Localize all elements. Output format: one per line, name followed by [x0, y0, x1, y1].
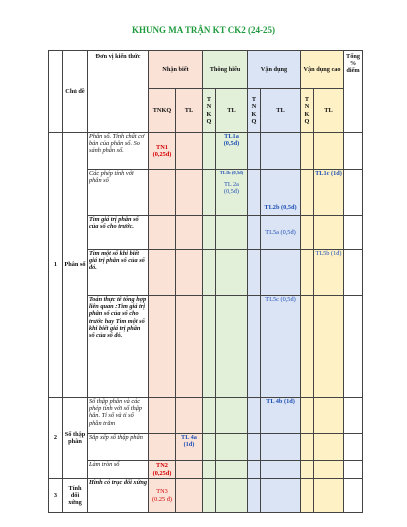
cell-empty [314, 216, 344, 250]
cell-empty [248, 216, 261, 250]
cell-empty [314, 479, 344, 513]
topic-3-number: 3 [49, 479, 63, 513]
cell-empty [216, 216, 248, 250]
cell-tn1: TN1 (0,25đ) [149, 133, 176, 170]
header-stt [49, 51, 63, 133]
cell-empty [248, 479, 261, 513]
cell-empty [176, 216, 203, 250]
cell-tl1c: TL1c (1đ) [314, 170, 344, 216]
cell-tl5a: TL5a (0,5đ) [261, 216, 301, 250]
unit-8: Làm tròn số [88, 461, 149, 479]
cell-empty [216, 296, 248, 398]
cell-empty [301, 216, 314, 250]
cell-empty [203, 434, 216, 461]
cell-empty [301, 296, 314, 398]
unit-1: Phân số. Tính chất cơ bản của phân số. So sánh phân số. [88, 133, 149, 170]
cell-empty [216, 398, 248, 434]
cell-empty [248, 434, 261, 461]
header-tong: Tổng % điểm [344, 51, 363, 133]
cell-empty [261, 434, 301, 461]
cell-empty [261, 461, 301, 479]
cell-empty [149, 170, 176, 216]
topic-1-number: 1 [49, 133, 63, 398]
topic-1-name: Phân số [63, 133, 88, 398]
cell-empty [301, 133, 314, 170]
cell-empty [344, 296, 363, 398]
cell-empty [344, 250, 363, 296]
header-vdc-tl: TL [314, 89, 344, 133]
cell-tl2a: TL 2a (0,5đ) [224, 181, 239, 196]
header-th-tl: TL [216, 89, 248, 133]
cell-empty [203, 216, 216, 250]
unit-9: Hình có trục đối xứng [88, 479, 149, 513]
cell-empty [149, 250, 176, 296]
cell-empty [203, 133, 216, 170]
cell-tl4a: TL 4a (1đ) [176, 434, 203, 461]
header-vd-tl: TL [261, 89, 301, 133]
cell-empty [344, 133, 363, 170]
cell-empty [344, 479, 363, 513]
cell-empty [149, 434, 176, 461]
cell-empty [176, 296, 203, 398]
cell-empty [301, 434, 314, 461]
unit-5: Toán thực tê tổng hợp liên quan :Tìm giá trị phân số của số cho trước hay Tìm một số khi biết giá trị phân số của số đó. [88, 296, 149, 398]
unit-6: Số thập phân và các phép tính với số thập hân. Tỉ số và tỉ số phần trăm [88, 398, 149, 434]
header-chu-de: Chủ đề [63, 51, 88, 133]
cell-empty [203, 398, 216, 434]
cell-empty [314, 398, 344, 434]
cell-empty [248, 250, 261, 296]
header-don-vi: Đơn vị kiến thức [88, 51, 149, 133]
cell-empty [176, 133, 203, 170]
cell-empty [301, 461, 314, 479]
cell-empty [248, 170, 261, 216]
cell-empty [203, 296, 216, 398]
cell-empty [261, 133, 301, 170]
cell-empty [203, 170, 216, 216]
cell-empty [314, 461, 344, 479]
cell-empty [261, 250, 301, 296]
cell-tl5c: TL5c (0,5đ) [261, 296, 301, 398]
cell-empty [203, 479, 216, 513]
header-vdc-tnkq [301, 89, 314, 133]
cell-empty [176, 461, 203, 479]
cell-empty [314, 434, 344, 461]
header-nb-tl: TL [176, 89, 203, 133]
cell-empty [176, 170, 203, 216]
cell-empty [216, 250, 248, 296]
header-th-tnkq-text: T N K Q [206, 96, 212, 125]
cell-empty [344, 216, 363, 250]
cell-empty [203, 250, 216, 296]
cell-empty [344, 434, 363, 461]
matrix-table [48, 50, 363, 513]
header-nhan-biet: Nhận biết [149, 51, 203, 89]
unit-7: Sắp xếp số thập phân [88, 434, 149, 461]
unit-2: Các phép tính với phân số [88, 170, 149, 216]
cell-empty [176, 479, 203, 513]
header-vdc-tnkq-text: T N K Q [304, 96, 310, 125]
cell-empty [261, 479, 301, 513]
cell-empty [314, 296, 344, 398]
cell-empty [176, 398, 203, 434]
cell-tl4b: TL 4b (1đ) [261, 398, 301, 434]
cell-empty [301, 250, 314, 296]
cell-tl5b: TL5b (1đ) [314, 250, 344, 296]
cell-empty [344, 461, 363, 479]
header-vd-tnkq [248, 89, 261, 133]
cell-empty [301, 170, 314, 216]
header-vd-tnkq-text: T N K Q [251, 96, 257, 125]
cell-empty [248, 398, 261, 434]
header-thong-hieu: Thông hiểu [203, 51, 248, 89]
cell-empty [216, 461, 248, 479]
page-title: KHUNG MA TRẬN KT CK2 (24-25) [132, 25, 275, 35]
cell-empty [248, 133, 261, 170]
cell-tn3: TN3 (0.25 đ) [149, 479, 176, 513]
cell-empty [149, 398, 176, 434]
cell-tl1b-group [216, 170, 248, 216]
header-th-tnkq [203, 89, 216, 133]
header-van-dung: Vận dụng [248, 51, 301, 89]
cell-empty [248, 296, 261, 398]
cell-empty [176, 250, 203, 296]
cell-empty [149, 216, 176, 250]
unit-4: Tìm một số khi biết giá trị phân số của số đó. [88, 250, 149, 296]
cell-tn2: TN2 (0,25đ) [149, 461, 176, 479]
header-nb-tnkq: TNKQ [149, 89, 176, 133]
cell-empty [216, 479, 248, 513]
header-van-dung-cao: Vận dụng cao [301, 51, 344, 89]
cell-empty [248, 461, 261, 479]
topic-2-name: Số thập phân [63, 398, 88, 479]
unit-3: Tìm giá trị phân số của số cho trước. [88, 216, 149, 250]
topic-3-name: Tính đối xứng [63, 479, 88, 513]
cell-empty [314, 133, 344, 170]
cell-tl1a: TL1a (0,5đ) [216, 133, 248, 170]
cell-empty [301, 479, 314, 513]
cell-empty [301, 398, 314, 434]
cell-empty [344, 398, 363, 434]
cell-tl2b: TL2b (0,5đ) [261, 170, 301, 216]
topic-2-number: 2 [49, 398, 63, 479]
cell-empty [216, 434, 248, 461]
cell-empty [344, 170, 363, 216]
cell-tl1b: TL1b (0,5đ) [219, 170, 244, 175]
cell-empty [203, 461, 216, 479]
cell-empty [149, 296, 176, 398]
